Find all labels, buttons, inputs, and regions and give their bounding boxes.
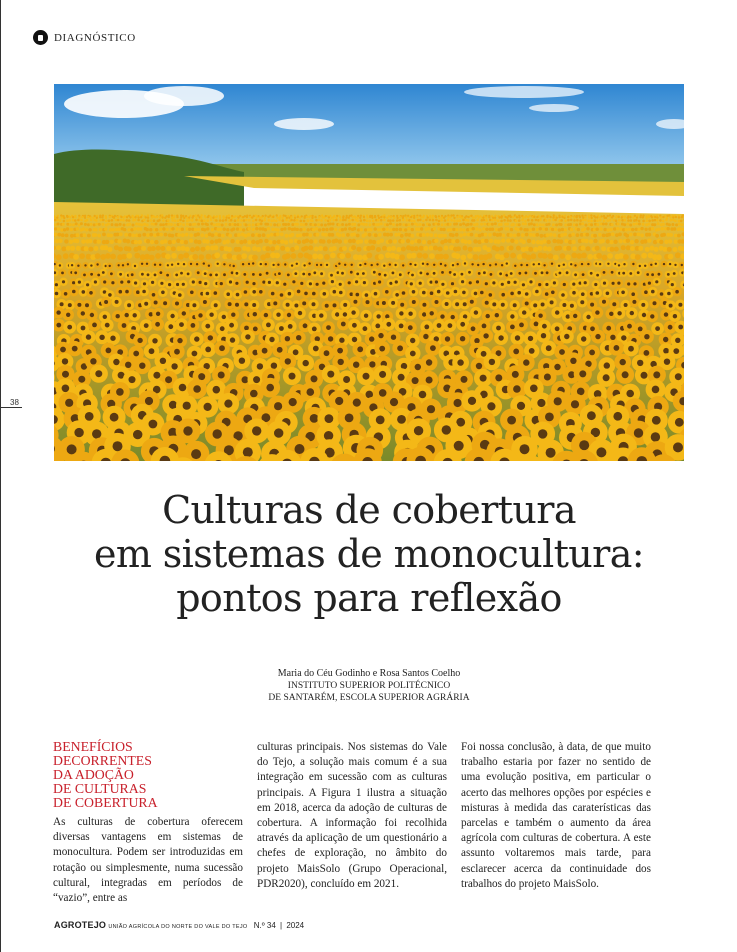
title-line: Culturas de cobertura (162, 488, 576, 532)
body-paragraph: culturas principais. Nos sistemas do Vale do Tejo, a solução mais comum é a sua integração em sucessão com as culturas principais. A Figura 1 ilustra a situação em 2018, acerca da adoção de culturas de cobertura. A informação foi recolhida através da aplicação de um questionário a chefes de exploração, no âmbito do projeto MaisSolo (Grupo Operacional, PDR2020), concluído em 2021. (257, 741, 447, 890)
issue-number: N.º 34 (253, 921, 276, 930)
heading-line: DE COBERTURA (53, 795, 158, 810)
heading-line: DECORRENTES (53, 753, 152, 768)
institution-line: DE SANTARÉM, ESCOLA SUPERIOR AGRÁRIA (268, 693, 470, 703)
article-title (54, 488, 684, 620)
article-column-2 (257, 740, 447, 892)
magazine-brand: AGROTEJO (54, 920, 107, 930)
body-paragraph: As culturas de cobertura oferecem diversas vantagens em sistemas de monocultura. Podem ser introduzidas em rotação ou simplesmente, numa sucessão cultural, integradas em períodos de “vazio”, entre as (53, 816, 243, 905)
byline (54, 668, 684, 704)
article-column-3 (461, 740, 651, 892)
body-paragraph: Foi nossa conclusão, à data, de que muito trabalho estaria por fazer no sentido de uma evolução positiva, em particular o acerto das melhores opções por espécies e misturas à medida das caraterísticas das parcelas e também o aumento da área agrícola com culturas de cobertura. A este assunto voltaremos mais tarde, para esclarecer acerca da continuidade dos trabalhos do projeto MaisSolo. (461, 741, 651, 890)
hero-photo (54, 84, 684, 461)
section-tag (33, 30, 136, 45)
issue-year: 2024 (286, 921, 305, 930)
heading-line: DE CULTURAS (53, 781, 147, 796)
article-column-1 (53, 740, 243, 906)
authors: Maria do Céu Godinho e Rosa Santos Coelho (277, 668, 461, 679)
sunflower-field-photo (54, 84, 684, 461)
section-heading (53, 740, 243, 810)
magnifier-badge-icon (33, 30, 48, 45)
organization-name: UNIÃO AGRÍCOLA DO NORTE DO VALE DO TEJO (108, 924, 248, 930)
page-footer: AGROTEJO UNIÃO AGRÍCOLA DO NORTE DO VALE DO TEJO N.º 34 | 2024 (54, 920, 305, 930)
heading-line: BENEFÍCIOS (53, 739, 133, 754)
title-line: pontos para reflexão (176, 576, 562, 620)
page-number-marker (0, 398, 22, 408)
page-number: 38 (0, 398, 22, 408)
heading-line: DA ADOÇÃO (53, 767, 134, 782)
page-edge-rule (0, 0, 1, 952)
section-label: DIAGNÓSTICO (54, 31, 136, 44)
institution-line: INSTITUTO SUPERIOR POLITÉCNICO (287, 681, 451, 691)
title-line: em sistemas de monocultura: (93, 532, 644, 576)
